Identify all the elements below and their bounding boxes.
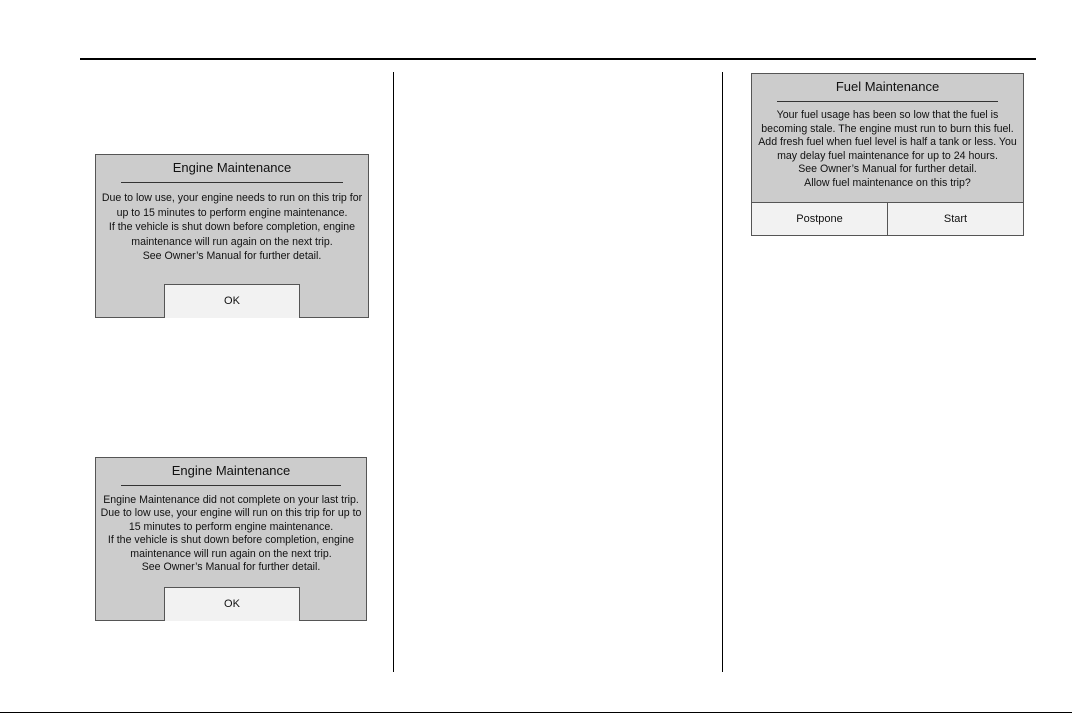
dialog-title: Fuel Maintenance <box>835 79 940 94</box>
message-line: maintenance will run again on the next trip. <box>131 235 333 248</box>
message-line: Your fuel usage has been so low that the fuel is <box>776 109 999 121</box>
dialog-message <box>100 191 364 264</box>
dialog-separator <box>121 485 341 486</box>
ok-button[interactable]: OK <box>164 284 300 318</box>
column-divider-left <box>393 72 394 672</box>
message-line: maintenance will run again on the next trip. <box>130 547 332 560</box>
fuel-maintenance-dialog <box>751 73 1024 236</box>
message-line: 15 minutes to perform engine maintenance. <box>128 520 334 533</box>
start-button[interactable]: Start <box>888 202 1024 236</box>
message-line: See Owner’s Manual for further detail. <box>142 250 322 263</box>
dialog-separator <box>121 182 343 183</box>
dialog-title: Engine Maintenance <box>172 160 292 175</box>
message-line: becoming stale. The engine must run to burn this fuel. <box>761 122 1014 135</box>
postpone-button[interactable]: Postpone <box>751 202 888 236</box>
engine-maintenance-retry-dialog <box>95 457 367 621</box>
dialog-separator <box>777 101 998 102</box>
dialog-button-row <box>751 202 1024 236</box>
message-line: Due to low use, your engine needs to run on this trip for <box>101 192 363 204</box>
message-line: If the vehicle is shut down before completion, engine <box>108 221 356 234</box>
footer-rule <box>0 712 1072 713</box>
dialog-message <box>756 109 1019 191</box>
dialog-title: Engine Maintenance <box>171 463 291 478</box>
message-line: See Owner’s Manual for further detail. <box>141 561 321 574</box>
message-line: If the vehicle is shut down before completion, engine <box>107 534 355 547</box>
message-line: may delay fuel maintenance for up to 24 hours. <box>777 149 998 162</box>
message-line: Engine Maintenance did not complete on your last trip. <box>103 494 359 506</box>
message-line: Due to low use, your engine will run on this trip for up to <box>100 507 362 520</box>
dialog-message <box>100 494 362 574</box>
message-line: up to 15 minutes to perform engine maintenance. <box>116 206 348 219</box>
ok-button[interactable]: OK <box>164 587 300 621</box>
engine-maintenance-dialog <box>95 154 369 318</box>
message-line: Allow fuel maintenance on this trip? <box>804 176 971 189</box>
column-divider-right <box>722 72 723 672</box>
header-rule <box>80 58 1036 60</box>
message-line: See Owner’s Manual for further detail. <box>798 163 977 176</box>
message-line: Add fresh fuel when fuel level is half a tank or less. You <box>758 136 1017 149</box>
